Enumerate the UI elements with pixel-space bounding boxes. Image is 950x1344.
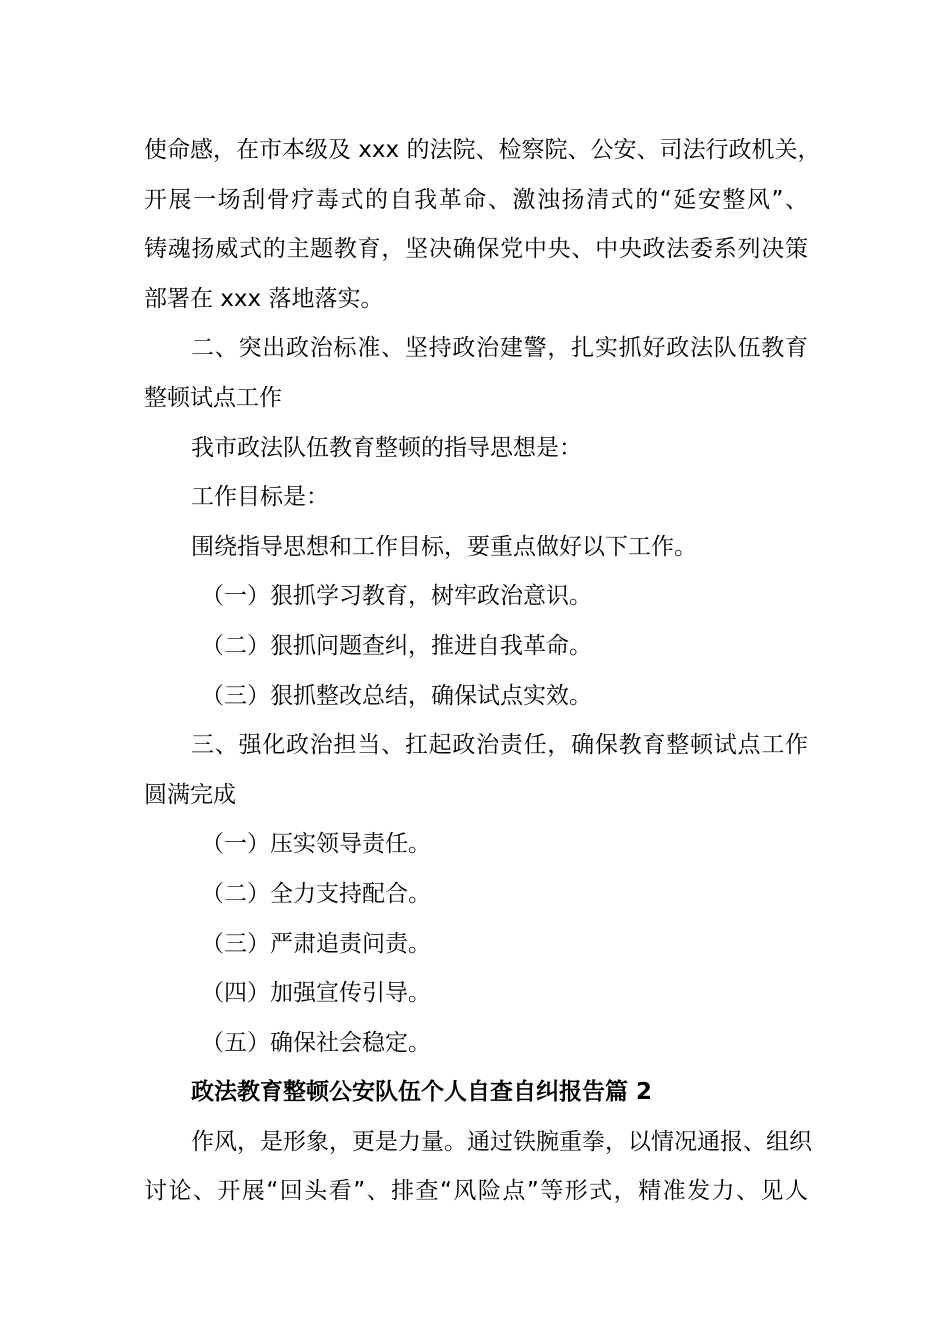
list-item: （四）加强宣传引导。 <box>201 980 431 1007</box>
paragraph-line: 工作目标是： <box>191 484 329 511</box>
section-heading-3: 三、强化政治担当、扛起政治责任，确保教育整顿试点工作 <box>191 732 808 759</box>
paragraph-line: 部署在 xxx 落地落实。 <box>144 285 384 312</box>
list-item: （一）压实领导责任。 <box>201 831 431 858</box>
paragraph-line: 围绕指导思想和工作目标，要重点做好以下工作。 <box>191 533 697 560</box>
paragraph-line: 铸魂扬威式的主题教育，坚决确保党中央、中央政法委系列决策 <box>144 236 808 263</box>
article-title: 政法教育整顿公安队伍个人自查自纠报告篇 2 <box>191 1079 653 1106</box>
list-item: （三）狠抓整改总结，确保试点实效。 <box>201 682 592 709</box>
list-item: （二）狠抓问题查纠，推进自我革命。 <box>201 632 592 659</box>
paragraph-line: 我市政法队伍教育整顿的指导思想是： <box>191 434 582 461</box>
list-item: （一）狠抓学习教育，树牢政治意识。 <box>201 583 592 610</box>
list-item: （二）全力支持配合。 <box>201 880 431 907</box>
document-body <box>144 126 821 1217</box>
list-item: （五）确保社会稳定。 <box>201 1029 431 1056</box>
paragraph-line: 使命感，在市本级及 xxx 的法院、检察院、公安、司法行政机关， <box>144 137 821 163</box>
section-heading-3-cont: 圆满完成 <box>144 781 236 808</box>
paragraph-line: 讨论、开展“回头看”、排查“风险点”等形式，精准发力、见人 <box>144 1178 808 1205</box>
paragraph-line: 开展一场刮骨疗毒式的自我革命、激浊扬清式的“延安整风”、 <box>144 186 808 213</box>
section-heading-2-cont: 整顿试点工作 <box>144 384 282 411</box>
list-item: （三）严肃追责问责。 <box>201 930 431 957</box>
section-heading-2: 二、突出政治标准、坚持政治建警，扎实抓好政法队伍教育 <box>191 335 808 362</box>
paragraph-line: 作风，是形象，更是力量。通过铁腕重拳，以情况通报、组织 <box>191 1128 812 1155</box>
